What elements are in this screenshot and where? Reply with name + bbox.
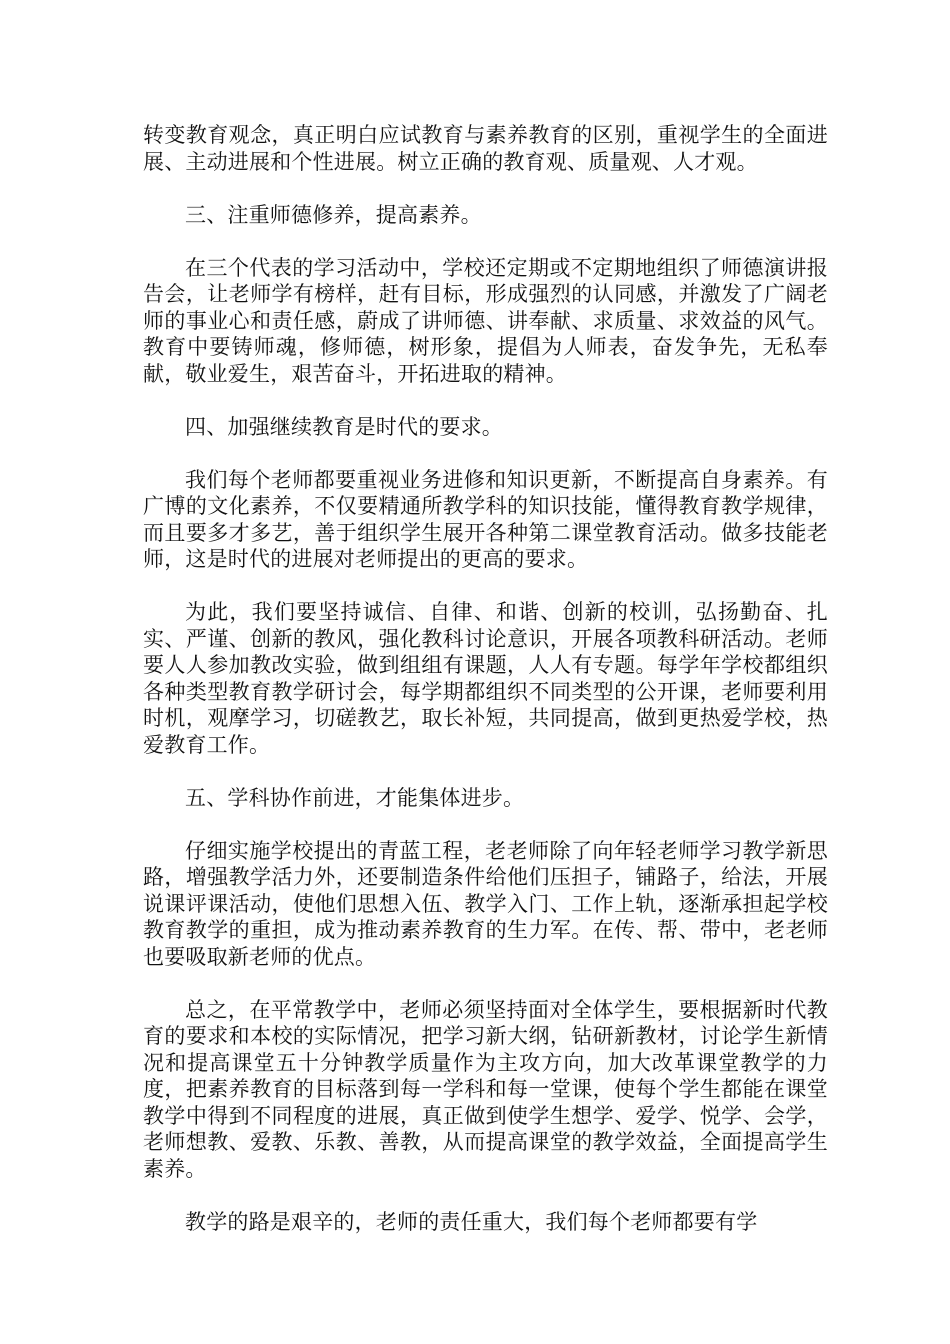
section-heading-5: 五、学科协作前进，才能集体进步。 [185, 785, 525, 810]
paragraph-4: 为此，我们要坚持诚信、自律、和谐、创新的校训，弘扬勤奋、扎实、严谨、创新的教风，强化教科讨论意识，开展各项教科研活动。老师要人人参加教改实验，做到组组有课题，人人有专题。每学年学校都组织各种类型教育教学研讨会，每学期都组织不同类型的公开课，老师要利用时机，观摩学习，切磋教艺，取长补短，共同提高，做到更热爱学校，热爱教育工作。 [143, 600, 828, 757]
document-page [143, 122, 828, 1235]
paragraph-5: 仔细实施学校提出的青蓝工程，老老师除了向年轻老师学习教学新思路，增强教学活力外，还要制造条件给他们压担子，铺路子，给法，开展说课评课活动，使他们思想入伍、教学入门、工作上轨，逐渐承担起学校教育教学的重担，成为推动素养教育的生力军。在传、帮、带中，老老师也要吸取新老师的优点。 [143, 838, 828, 969]
section-heading-3: 三、注重师德修养，提高素养。 [185, 202, 482, 227]
paragraph-6: 总之，在平常教学中，老师必须坚持面对全体学生，要根据新时代教育的要求和本校的实际情况，把学习新大纲，钻研新教材，讨论学生新情况和提高课堂五十分钟教学质量作为主攻方向，加大改革课堂教学的力度，把素养教育的目标落到每一学科和每一堂课，使每个学生都能在课堂教学中得到不同程度的进展，真正做到使学生想学、爱学、悦学、会学，老师想教、爱教、乐教、善教，从而提高课堂的教学效益，全面提高学生素养。 [143, 997, 828, 1181]
section-heading-4: 四、加强继续教育是时代的要求。 [185, 414, 503, 439]
paragraph-1: 转变教育观念，真正明白应试教育与素养教育的区别，重视学生的全面进展、主动进展和个性进展。树立正确的教育观、质量观、人才观。 [143, 123, 828, 174]
paragraph-2: 在三个代表的学习活动中，学校还定期或不定期地组织了师德演讲报告会，让老师学有榜样，赶有目标，形成强烈的认同感，并激发了广阔老师的事业心和责任感，蔚成了讲师德、讲奉献、求质量、求效益的风气。教育中要铸师魂，修师德，树形象，提倡为人师表，奋发争先，无私奉献，敬业爱生，艰苦奋斗，开拓进取的精神。 [143, 255, 828, 386]
paragraph-7: 教学的路是艰辛的，老师的责任重大，我们每个老师都要有学 [185, 1209, 758, 1234]
paragraph-3: 我们每个老师都要重视业务进修和知识更新，不断提高自身素养。有广博的文化素养，不仅要精通所教学科的知识技能，懂得教育教学规律，而且要多才多艺，善于组织学生展开各种第二课堂教育活动。做多技能老师，这是时代的进展对老师提出的更高的要求。 [143, 467, 828, 571]
